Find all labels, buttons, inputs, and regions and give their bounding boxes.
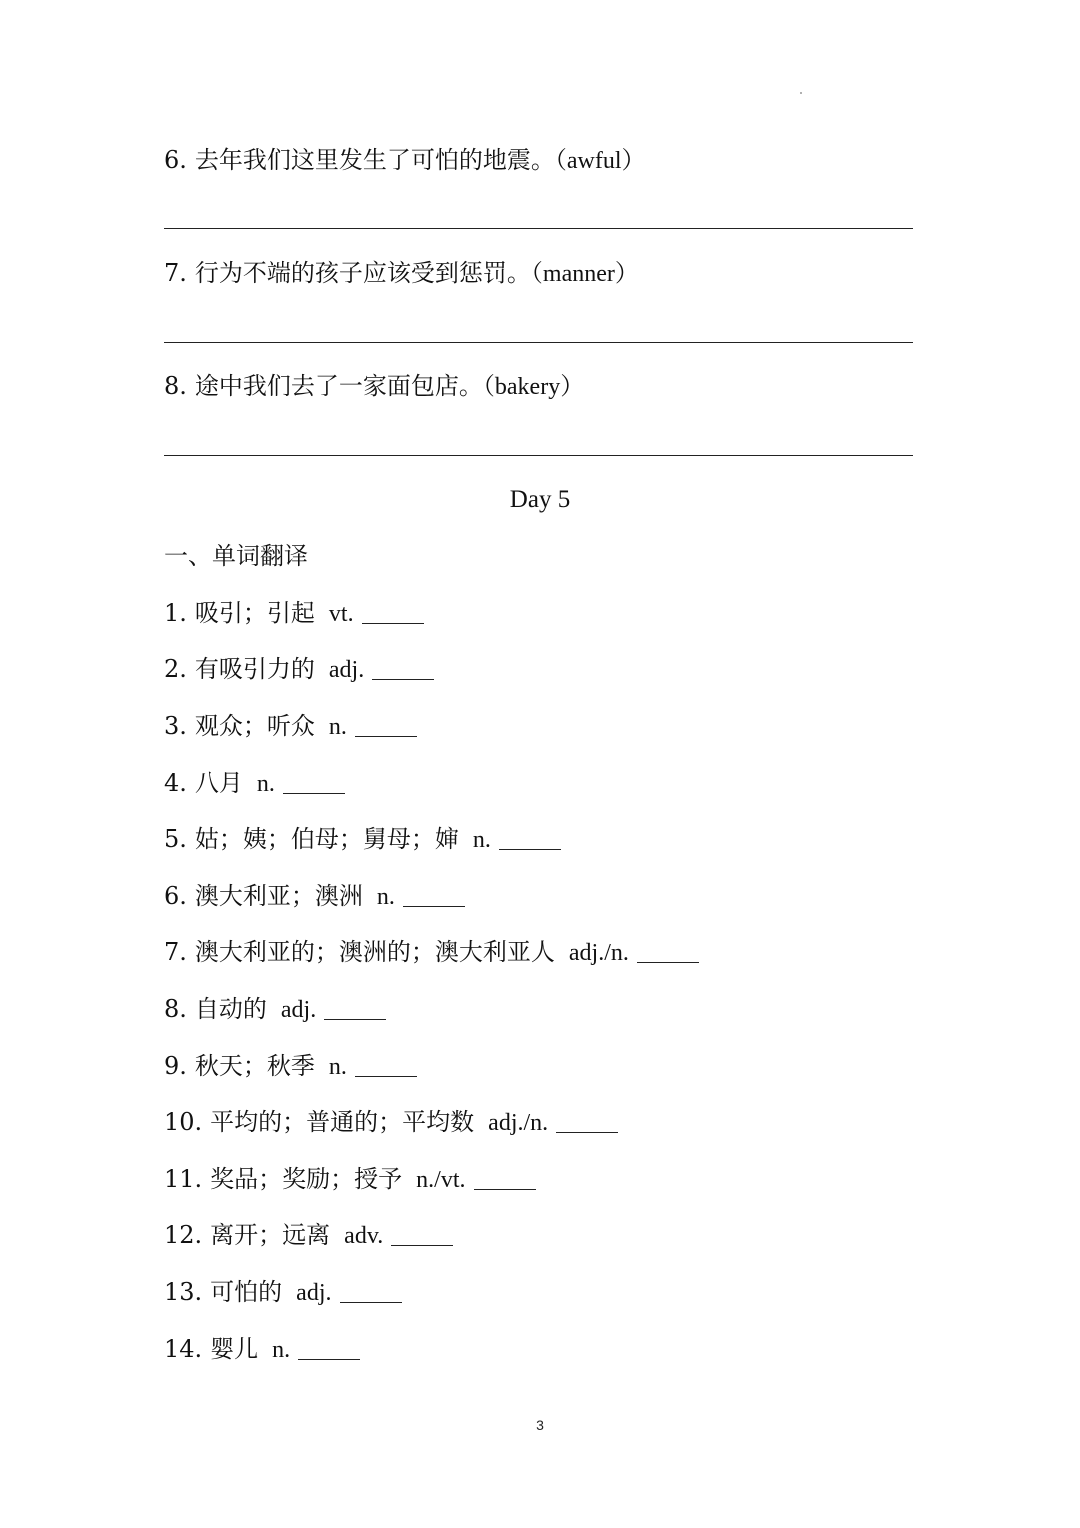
answer-blank[interactable] [324, 1019, 386, 1020]
sentence-text: 途中我们去了一家面包店。 [194, 372, 483, 400]
vocab-item [164, 653, 434, 686]
part-of-speech: n. [256, 771, 275, 797]
answer-blank[interactable] [556, 1132, 618, 1133]
part-of-speech: adv. [344, 1223, 384, 1249]
part-of-speech: adj. [328, 657, 365, 683]
item-number: 5. [164, 825, 187, 853]
chinese-meaning: 离开；远离 [210, 1221, 331, 1249]
answer-blank[interactable] [403, 906, 465, 907]
keyword-hint: （bakery） [482, 374, 585, 400]
part-of-speech: n. [272, 1337, 291, 1363]
answer-line-7[interactable] [164, 342, 913, 343]
vocab-item [164, 823, 561, 856]
part-of-speech: n. [328, 714, 347, 740]
part-of-speech: adj./n. [568, 940, 629, 966]
item-number: 1. [164, 599, 187, 627]
answer-blank[interactable] [298, 1359, 360, 1360]
answer-blank[interactable] [474, 1189, 536, 1190]
keyword-hint: （manner） [530, 261, 639, 287]
chinese-meaning: 澳大利亚的；澳洲的；澳大利亚人 [194, 938, 555, 966]
vocab-item [164, 767, 345, 800]
chinese-meaning: 可怕的 [210, 1278, 283, 1306]
chinese-meaning: 平均的；普通的；平均数 [210, 1108, 475, 1136]
answer-blank[interactable] [340, 1302, 402, 1303]
chinese-meaning: 八月 [194, 769, 243, 797]
item-number: 12. [164, 1221, 203, 1249]
vocab-item [164, 936, 699, 969]
sentence-text: 行为不端的孩子应该受到惩罚。 [194, 259, 531, 287]
part-of-speech: n. [472, 827, 491, 853]
item-number: 4. [164, 769, 187, 797]
sentence-item-7 [164, 257, 639, 290]
item-number: 8. [164, 995, 187, 1023]
item-number: 7. [164, 259, 187, 287]
part-of-speech: vt. [328, 601, 354, 627]
chinese-meaning: 观众；听众 [194, 712, 315, 740]
item-number: 3. [164, 712, 187, 740]
vocab-item [164, 880, 465, 913]
chinese-meaning: 自动的 [194, 995, 267, 1023]
answer-blank[interactable] [372, 679, 434, 680]
sentence-item-8 [164, 370, 584, 403]
item-number: 13. [164, 1278, 203, 1306]
item-number: 6. [164, 882, 187, 910]
vocab-item [164, 1050, 417, 1083]
item-number: 7. [164, 938, 187, 966]
part-of-speech: adj. [296, 1280, 332, 1306]
answer-line-8[interactable] [164, 455, 913, 456]
vocab-item [164, 1106, 618, 1139]
vocab-item [164, 710, 417, 743]
vocab-item [164, 1219, 453, 1252]
item-number: 6. [164, 146, 187, 174]
part-of-speech: n. [328, 1054, 347, 1080]
item-number: 9. [164, 1052, 187, 1080]
item-number: 14. [164, 1335, 203, 1363]
chinese-meaning: 澳大利亚；澳洲 [194, 882, 363, 910]
answer-blank[interactable] [391, 1245, 453, 1246]
scan-speck [800, 92, 802, 94]
chinese-meaning: 秋天；秋季 [194, 1052, 315, 1080]
answer-blank[interactable] [362, 623, 424, 624]
chinese-meaning: 婴儿 [210, 1335, 259, 1363]
answer-blank[interactable] [637, 962, 699, 963]
item-number: 10. [164, 1108, 203, 1136]
item-number: 11. [164, 1165, 203, 1193]
answer-blank[interactable] [499, 849, 561, 850]
sentence-item-6 [164, 144, 646, 177]
answer-blank[interactable] [355, 736, 417, 737]
chinese-meaning: 吸引；引起 [194, 599, 315, 627]
part-of-speech: adj./n. [488, 1110, 549, 1136]
item-number: 2. [164, 655, 187, 683]
sentence-text: 去年我们这里发生了可怕的地震。 [194, 146, 555, 174]
chinese-meaning: 奖品；奖励；授予 [210, 1165, 403, 1193]
vocab-item [164, 993, 386, 1026]
part-of-speech: n. [376, 884, 395, 910]
page-number: 3 [536, 1417, 544, 1433]
part-of-speech: adj. [280, 997, 317, 1023]
section-heading: 一、单词翻译 [164, 542, 308, 570]
chinese-meaning: 有吸引力的 [194, 655, 315, 683]
vocab-item [164, 1163, 536, 1196]
item-number: 8. [164, 372, 187, 400]
answer-line-6[interactable] [164, 228, 913, 229]
keyword-hint: （awful） [554, 148, 646, 174]
vocab-item [164, 597, 424, 630]
chinese-meaning: 姑；姨；伯母；舅母；婶 [194, 825, 459, 853]
vocab-item [164, 1276, 402, 1309]
vocab-item [164, 1333, 360, 1366]
answer-blank[interactable] [283, 793, 345, 794]
part-of-speech: n./vt. [416, 1167, 466, 1193]
day-title: Day 5 [509, 486, 571, 513]
answer-blank[interactable] [355, 1076, 417, 1077]
